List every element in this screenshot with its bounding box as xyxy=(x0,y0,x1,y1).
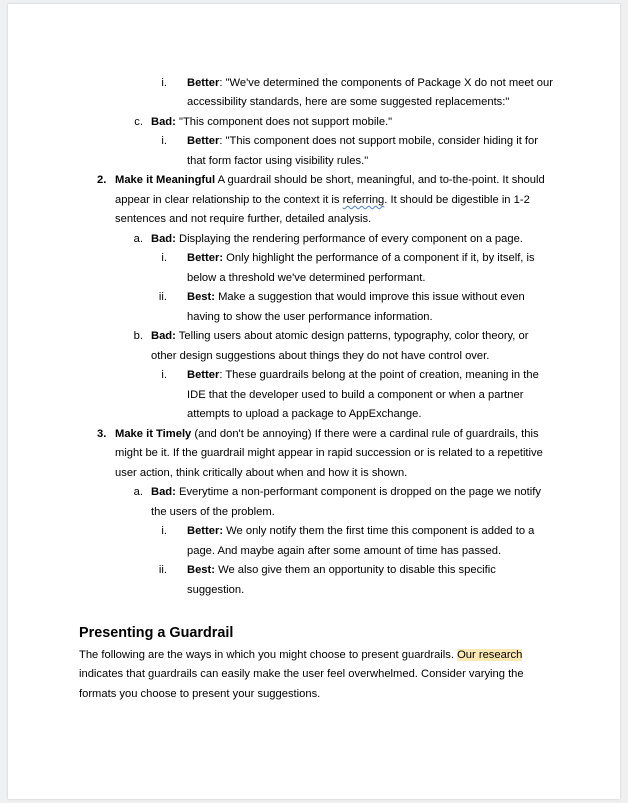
list-item-text: Best: We also give them an opportunity to disable this specific xyxy=(187,564,496,576)
list-item-text: Better: "This component does not support mobile, consider hiding it for xyxy=(187,135,538,147)
list-marker: i. xyxy=(161,77,167,89)
list-marker: c. xyxy=(134,116,143,128)
list-marker: 2. xyxy=(97,174,107,186)
list-item-text: other design suggestions about things they do not have control over. xyxy=(151,350,490,362)
list-item-text: Bad: Telling users about atomic design patterns, typography, color theory, or xyxy=(151,330,529,342)
list-item-text: Bad: "This component does not support mobile." xyxy=(151,116,393,128)
list-item-text: that form factor using visibility rules." xyxy=(187,155,369,167)
list-marker: 3. xyxy=(97,428,107,440)
list-item-text: Better: Only highlight the performance of a component if it, by itself, is xyxy=(187,252,535,264)
list-marker: i. xyxy=(161,252,167,264)
list-item-text: Better: These guardrails belong at the point of creation, meaning in the xyxy=(187,369,539,381)
list-item-text: Better: We only notify them the first time this component is added to a xyxy=(187,525,535,537)
comment-highlight[interactable]: Our research xyxy=(457,649,523,661)
list-item-text: attempts to upload a package to AppExchange. xyxy=(187,408,422,420)
list-item-text: Better: "We've determined the components of Package X do not meet our xyxy=(187,77,553,89)
list-item-text: sentences and not require further, detailed analysis. xyxy=(115,213,372,225)
list-item-text: the users of the problem. xyxy=(151,506,275,518)
list-item-text: IDE that the developer used to build a component or when a partner xyxy=(187,389,524,401)
list-marker: ii. xyxy=(158,564,167,576)
list-item-text: Make it Meaningful A guardrail should be short, meaningful, and to-the-point. It should xyxy=(115,174,545,186)
paragraph-line: formats you choose to present your suggestions. xyxy=(79,688,321,700)
list-marker: i. xyxy=(161,369,167,381)
document-page xyxy=(8,4,620,799)
list-item-text: Make it Timely (and don't be annoying) If there were a cardinal rule of guardrails, this xyxy=(115,428,539,440)
section-heading: Presenting a Guardrail xyxy=(79,625,234,641)
list-item-text: user action, think critically about when and how it is shown. xyxy=(115,467,408,479)
list-item-text: accessibility standards, here are some suggested replacements:" xyxy=(187,96,510,108)
list-item-text: appear in clear relationship to the context it is referring. It should be digestible in 1-2 xyxy=(115,194,530,206)
list-marker: a. xyxy=(133,233,143,245)
list-item-text: Bad: Everytime a non-performant component is dropped on the page we notify xyxy=(151,486,541,498)
list-item-text: might be it. If the guardrail might appear in rapid succession or is related to a repetitive xyxy=(115,447,543,459)
list-item-text: Bad: Displaying the rendering performance of every component on a page. xyxy=(151,233,523,245)
list-item-text: suggestion. xyxy=(187,584,245,596)
list-item-text: having to show the user performance information. xyxy=(187,311,433,323)
list-marker: i. xyxy=(161,135,167,147)
paragraph-line: The following are the ways in which you might choose to present guardrails. Our research xyxy=(79,649,523,661)
list-marker: b. xyxy=(133,330,143,342)
list-marker: a. xyxy=(133,486,143,498)
paragraph-line: indicates that guardrails can easily make the user feel overwhelmed. Consider varying the xyxy=(79,668,524,680)
list-item-text: page. And maybe again after some amount of time has passed. xyxy=(187,545,502,557)
list-marker: ii. xyxy=(158,291,167,303)
list-item-text: Best: Make a suggestion that would improve this issue without even xyxy=(187,291,525,303)
spellcheck-word[interactable]: referring xyxy=(342,194,385,206)
list-item-text: below a threshold we've determined performant. xyxy=(187,272,426,284)
list-marker: i. xyxy=(161,525,167,537)
